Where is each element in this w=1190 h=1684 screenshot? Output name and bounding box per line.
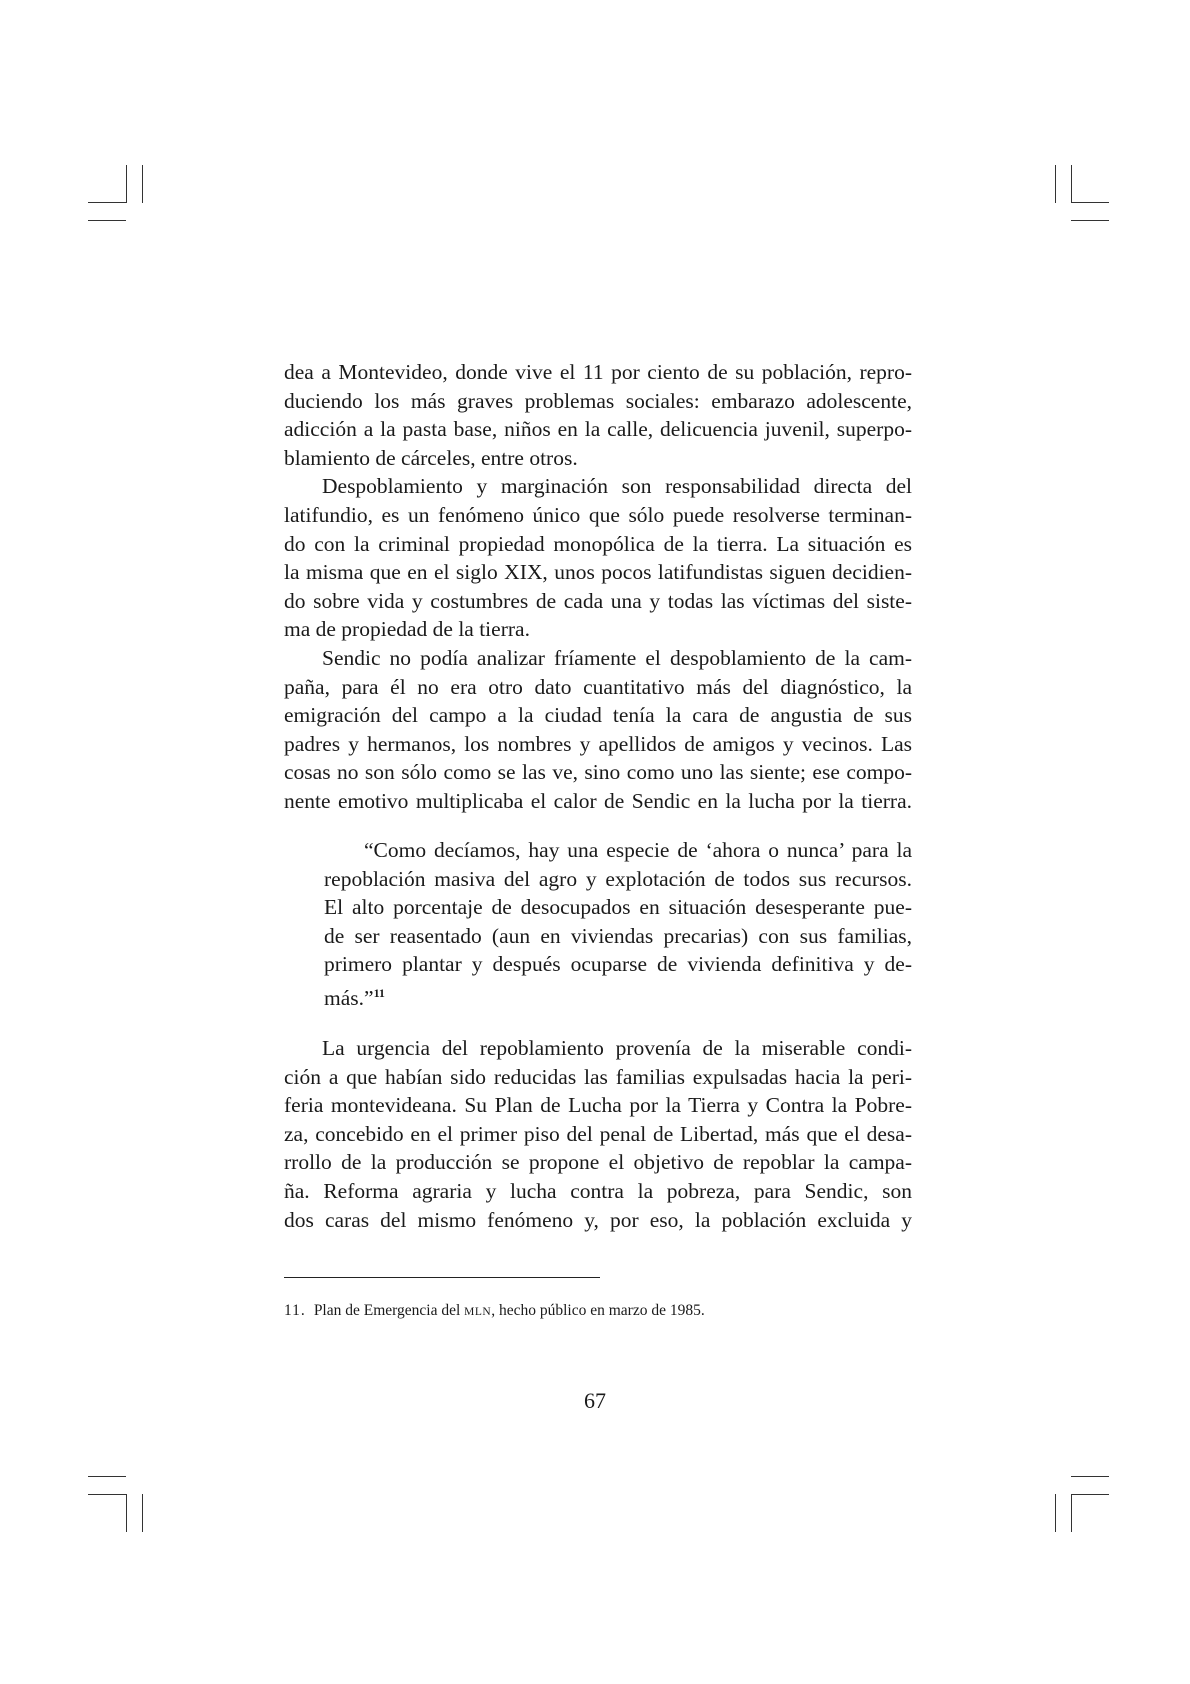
paragraph-2: [284, 472, 912, 644]
crop-mark: [1071, 165, 1072, 203]
text-line: dos caras del mismo fenómeno y, por eso, la población excluida y: [284, 1207, 912, 1232]
text-line: blamiento de cárceles, entre otros.: [284, 445, 578, 470]
text-line: Despoblamiento y marginación son responsabilidad directa del: [322, 474, 912, 499]
crop-mark: [1071, 1476, 1109, 1477]
footnote: [284, 1301, 705, 1322]
text-line: La urgencia del repoblamiento provenía de la miserable condi-: [322, 1036, 912, 1060]
paragraph-1: [284, 358, 912, 472]
page-number: 67: [584, 1388, 606, 1413]
text-line: ña. Reforma agraria y lucha contra la pobreza, para Sendic, son: [284, 1178, 912, 1203]
text-line: do con la criminal propiedad monopólica de la tierra. La situación es: [284, 531, 912, 556]
text-line: feria montevideana. Su Plan de Lucha por la Tierra y Contra la Pobre-: [284, 1093, 912, 1118]
text-line: la misma que en el siglo XIX, unos pocos latifundistas siguen decidien-: [284, 560, 912, 585]
text-line: do sobre vida y costumbres de cada una y todas las víctimas del siste-: [284, 588, 912, 613]
crop-mark: [88, 220, 126, 221]
text-line: ción a que habían sido reducidas las familias expulsadas hacia la peri-: [284, 1064, 912, 1089]
body-text: [284, 358, 912, 816]
crop-mark: [126, 1494, 127, 1532]
crop-mark: [1071, 1494, 1072, 1532]
block-quote: [324, 836, 912, 1013]
quote-line: de ser reasentado (aun en viviendas precarias) con sus familias,: [324, 923, 912, 948]
paragraph-3: [284, 644, 912, 816]
text-line: duciendo los más graves problemas sociales: embarazo adolescente,: [284, 388, 912, 413]
text-line: rrollo de la producción se propone el objetivo de repoblar la campa-: [284, 1150, 912, 1175]
text-line: emigración del campo a la ciudad tenía la cara de angustia de sus: [284, 703, 912, 728]
footnote-reference[interactable]: 11: [373, 985, 385, 1000]
crop-mark: [88, 1476, 126, 1477]
text-line: za, concebido en el primer piso del penal de Libertad, más que el desa-: [284, 1121, 912, 1146]
footnote-divider: [284, 1277, 600, 1278]
text-line: nente emotivo multiplicaba el calor de Sendic en la lucha por la tierra.: [284, 788, 912, 813]
footnote-text: Plan de Emergencia del: [313, 1302, 465, 1319]
crop-mark: [142, 165, 143, 203]
footnote-text-end: , hecho público en marzo de 1985.: [491, 1302, 705, 1319]
text-line: paña, para él no era otro dato cuantitativo más del diagnóstico, la: [284, 674, 912, 699]
crop-mark: [1055, 165, 1056, 203]
quote-line: repoblación masiva del agro y explotación de todos sus recursos.: [324, 866, 912, 891]
quote-text: más.”: [324, 985, 374, 1010]
text-line: dea a Montevideo, donde vive el 11 por ciento de su población, repro-: [284, 360, 912, 384]
crop-mark: [1055, 1494, 1056, 1532]
crop-mark: [88, 202, 126, 203]
crop-mark: [142, 1494, 143, 1532]
text-line: adicción a la pasta base, niños en la calle, delicuencia juvenil, superpo-: [284, 417, 912, 442]
quote-line: primero plantar y después ocuparse de vivienda definitiva y de-: [324, 952, 912, 977]
text-line: ma de propiedad de la tierra.: [284, 617, 530, 642]
quote-line: “Como decíamos, hay una especie de ‘ahora o nunca’ para la: [364, 838, 912, 862]
footnote-abbreviation: MLN: [464, 1306, 492, 1318]
footnote-number: 11.: [284, 1302, 306, 1319]
crop-mark: [1071, 220, 1109, 221]
quote-line-last: [324, 979, 912, 1013]
text-line: cosas no son sólo como se las ve, sino como uno las siente; ese compo-: [284, 760, 912, 785]
text-line: padres y hermanos, los nombres y apellidos de amigos y vecinos. Las: [284, 731, 912, 756]
text-line: Sendic no podía analizar fríamente el despoblamiento de la cam-: [322, 645, 912, 670]
crop-mark: [126, 165, 127, 203]
crop-mark: [1071, 202, 1109, 203]
crop-mark: [1071, 1494, 1109, 1495]
crop-mark: [88, 1494, 126, 1495]
text-line: latifundio, es un fenómeno único que sólo puede resolverse terminan-: [284, 502, 912, 527]
paragraph-4: [284, 1034, 912, 1234]
quote-line: El alto porcentaje de desocupados en situación desesperante pue-: [324, 895, 912, 920]
